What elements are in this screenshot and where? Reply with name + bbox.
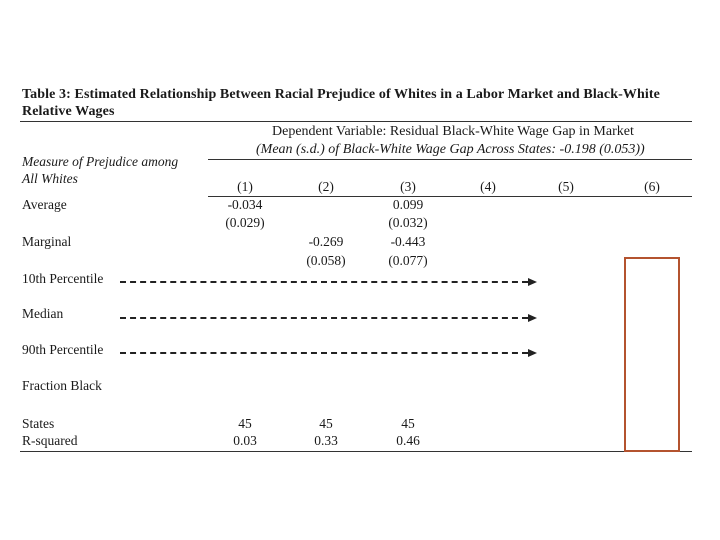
column-header-rule [208, 196, 692, 197]
row-label-median: Median [22, 306, 64, 321]
row-label-average: Average [22, 197, 67, 212]
states-col3: 45 [401, 416, 415, 431]
marginal-col2-coef: -0.269 [308, 234, 344, 249]
average-col1-coef: -0.034 [227, 197, 263, 212]
row-header-line2: All Whites [22, 171, 78, 186]
r-squared-col3: 0.46 [396, 433, 420, 448]
row-label-states: States [22, 416, 55, 431]
row-label-90th-percentile: 90th Percentile [22, 342, 104, 357]
bottom-rule [20, 451, 692, 452]
row-label-fraction-black: Fraction Black [22, 378, 102, 393]
column-header-3: (3) [400, 179, 416, 194]
row-label-r-squared: R-squared [22, 433, 78, 448]
arrowhead-90th-percentile [528, 349, 537, 357]
column-header-6: (6) [644, 179, 660, 194]
r-squared-col1: 0.03 [233, 433, 257, 448]
row-label-marginal: Marginal [22, 234, 72, 249]
average-col3-se: (0.032) [388, 215, 428, 230]
header-rule [208, 159, 692, 160]
column-header-2: (2) [318, 179, 334, 194]
marginal-col3-se: (0.077) [388, 253, 428, 268]
table-title-line1: Table 3: Estimated Relationship Between Racial Prejudice of Whites in a Labor Market and Black-White [22, 87, 660, 102]
row-label-10th-percentile: 10th Percentile [22, 271, 104, 286]
arrowhead-median [528, 314, 537, 322]
arrow-median [120, 317, 528, 319]
r-squared-col2: 0.33 [314, 433, 338, 448]
row-header-line1: Measure of Prejudice among [22, 154, 179, 169]
dependent-variable-subheader: (Mean (s.d.) of Black-White Wage Gap Across States: -0.198 (0.053)) [256, 142, 645, 157]
top-rule [20, 121, 692, 122]
column-header-5: (5) [558, 179, 574, 194]
arrowhead-10th-percentile [528, 278, 537, 286]
states-col1: 45 [238, 416, 252, 431]
column-header-1: (1) [237, 179, 253, 194]
arrow-90th-percentile [120, 352, 528, 354]
states-col2: 45 [319, 416, 333, 431]
arrow-10th-percentile [120, 281, 528, 283]
dependent-variable-header: Dependent Variable: Residual Black-White Wage Gap in Market [272, 124, 634, 139]
average-col3-coef: 0.099 [392, 197, 424, 212]
table-title-line2: Relative Wages [22, 104, 115, 119]
column-6-highlight-box [624, 257, 680, 452]
marginal-col3-coef: -0.443 [390, 234, 426, 249]
column-header-4: (4) [480, 179, 496, 194]
average-col1-se: (0.029) [225, 215, 265, 230]
marginal-col2-se: (0.058) [306, 253, 346, 268]
